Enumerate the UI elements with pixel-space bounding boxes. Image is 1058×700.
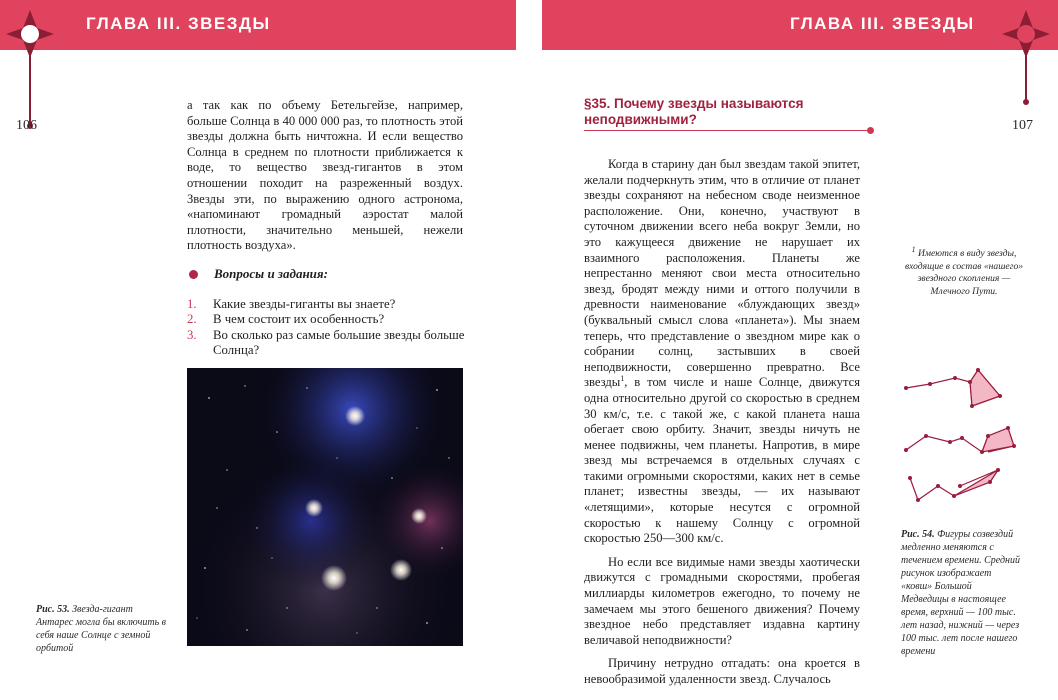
questions-list — [187, 297, 467, 359]
chapter-title-right: ГЛАВА III. ЗВЕЗДЫ — [790, 14, 975, 33]
big-dipper-figures-diagram — [900, 358, 1018, 518]
page-gutter — [516, 0, 542, 700]
figure-53-caption — [36, 603, 168, 655]
footnote-text: Имеются в виду звезды, входящие в состав «нашего» звездного скопления — Млечного Пути. — [904, 248, 1024, 297]
right-paragraph: Причину нетрудно отгадать: она кроется в невообразимой удаленности звезд. Случалось — [584, 656, 860, 686]
question-text: В чем состоит их особенность? — [213, 312, 385, 327]
right-body-text — [584, 157, 860, 688]
question-number: 1. — [187, 297, 197, 311]
section-title: §35. Почему звезды называются неподвижными? — [584, 96, 804, 127]
left-paragraph: а так как по объему Бетельгейзе, например, больше Солнца в 40 000 000 раз, то плотность этой звезды должна быть ничтожна. И если вещество Солнца в среднем по плотности приближается к воде, то вещество звезд-гигантов в этом отношении походит на разреженный воздух. Звезды эти, по выражению одного астронома, «напоминают громадный аэростат малой плотности, значительно меньшей, нежели плотность воздуха». — [187, 98, 463, 253]
left-body-text — [187, 98, 463, 254]
question-item — [187, 312, 467, 327]
section-rule — [584, 130, 870, 131]
figure-54-caption — [901, 528, 1021, 658]
antares-nebula-photo — [187, 368, 463, 646]
figure-53-label: Рис. 53. — [36, 604, 70, 615]
page-number-left: 106 — [16, 118, 37, 133]
figure-54-label: Рис. 54. — [901, 529, 935, 540]
paragraph-text: , в том числе и наше Солнце, движутся одна относительно другой со скоростью в среднем 30 км/с, т.е. с такой же, с какой планета наша обегает свою орбиту. Значит, звезды ничуть не менее подвижны, чем планеты. Напротив, в мире звезд мы встречаемся в отдельных случаях с такими огромными скоростями, каких нет в семье планет; известны звезды, — их называют «летящими», которые несутся с огромной скоростью к нашему Солнцу с огромной скоростью 250—300 км/с. — [584, 375, 860, 546]
paragraph-text: Когда в старину дан был звездам такой эпитет, желали подчеркнуть этим, что в отличие от планет звезды сохраняют на небесном своде неизменное расположение. Они, конечно, участвуют в суточном движении всего неба вокруг Земли, но это кажущееся движение не нарушает их взаимного расположения. Планеты же непрестанно меняют свои места относительно звезд, бродят между ними и оттого получили в древности наименование «блуждающих звезд» (буквальный смысл слова «планета»). Мы знаем теперь, что представление о звездном мире как о собрании солнц, застывших в своей неподвижности, совершенно превратно. Все звезды — [584, 157, 860, 390]
question-number: 3. — [187, 327, 197, 342]
questions-heading: Вопросы и задания: — [214, 266, 328, 281]
section-rule-dot-icon — [867, 127, 874, 134]
chapter-title-left: ГЛАВА III. ЗВЕЗДЫ — [86, 14, 271, 33]
footnote-mark: 1 — [911, 244, 916, 254]
figure-53-text: Звезда-гигант Антарес могла бы включить в себя наше Солнце с земной орбитой — [36, 604, 166, 654]
page-number-right: 107 — [1012, 118, 1033, 133]
question-item — [187, 328, 467, 359]
question-text: Во сколько раз самые большие звезды больше Солнца? — [213, 327, 465, 358]
question-text: Какие звезды-гиганты вы знаете? — [213, 297, 396, 311]
questions-bullet-icon — [189, 270, 198, 279]
figure-54-text: Фигуры созвездий медленно меняются с течением времени. Средний рисунок изображает «ковш» Большой Медведицы в настоящее время, верхний — 100 тыс. лет назад, нижний — через 100 тыс. лет после нашего времени — [901, 529, 1020, 657]
right-paragraph — [584, 157, 860, 547]
right-paragraph: Но если все видимые нами звезды хаотически движутся с громадными скоростями, пробегая миллиарды километров ежегодно, то почему не замечаем мы этого бешеного движения? Почему звездное небо представляет издавна картину величавой неподвижности? — [584, 554, 860, 647]
question-number: 2. — [187, 312, 197, 327]
footnote — [904, 244, 1024, 298]
question-item — [187, 297, 467, 312]
footnote-reference: 1 — [620, 374, 625, 384]
